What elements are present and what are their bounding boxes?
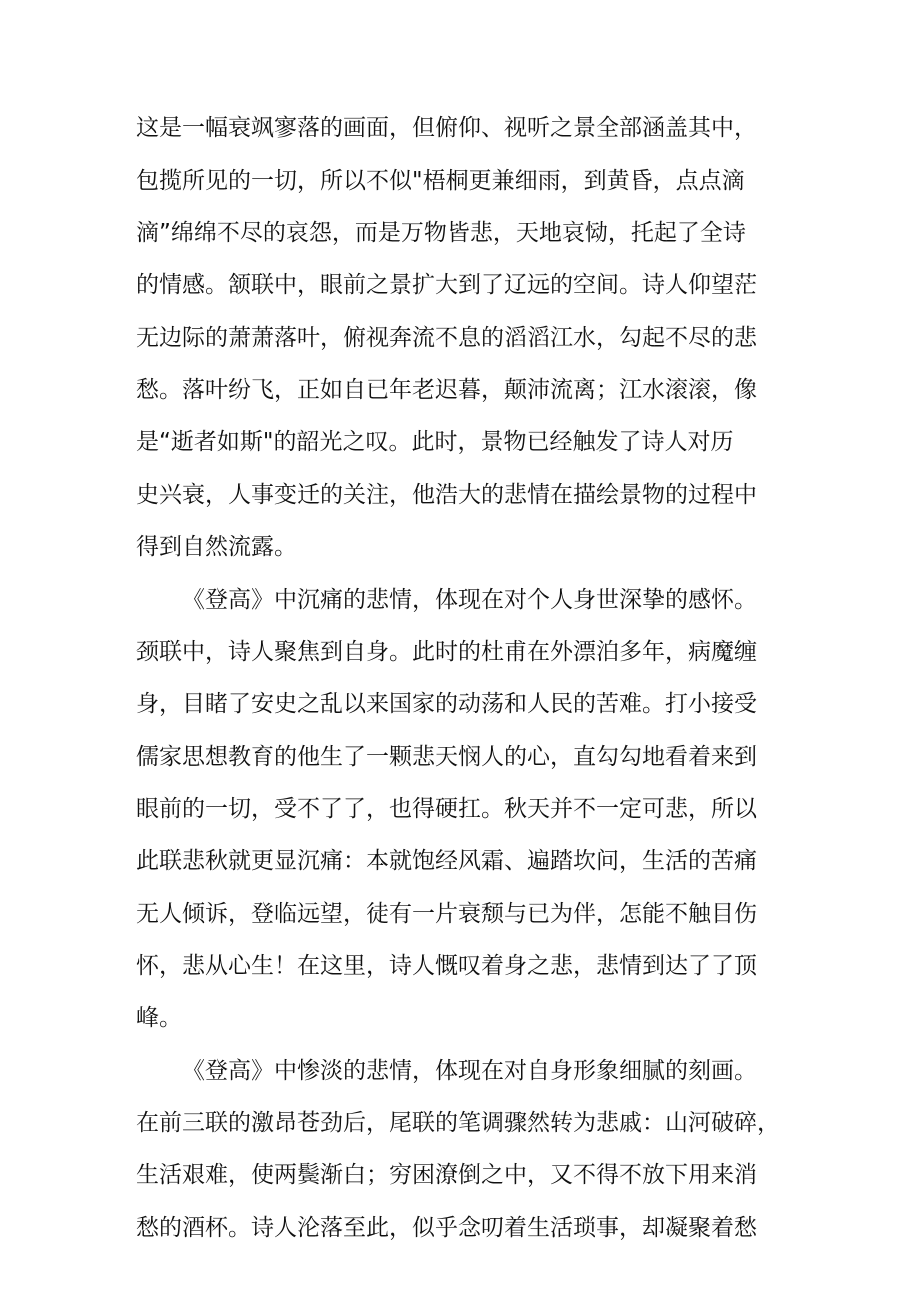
text-line: 史兴衰，人事变迁的关注，他浩大的悲情在描绘景物的过程中 xyxy=(136,482,757,508)
text-line: 包揽所见的一切，所以不似"梧桐更兼细雨，到黄昏，点点滴 xyxy=(136,168,745,194)
text-line: 生活艰难，使两鬓渐白；穷困潦倒之中，又不得不放下用来消 xyxy=(136,1162,757,1188)
text-line: 愁的酒杯。诗人沦落至此，似乎念叨着生活琐事，却凝聚着愁 xyxy=(136,1215,757,1241)
text-line: 此联悲秋就更显沉痛：本就饱经风霜、遍踏坎问，生活的苦痛 xyxy=(136,848,757,874)
text-line: 滴”绵绵不尽的哀怨，而是万物皆悲，天地哀恸，托起了全诗 xyxy=(136,220,746,246)
text-line: 这是一幅衰飒寥落的画面，但俯仰、视听之景全部涵盖其中， xyxy=(136,115,757,141)
text-line: 儒家思想教育的他生了一颗悲天悯人的心，直勾勾地看着来到 xyxy=(136,744,757,770)
text-line: 峰。 xyxy=(136,1005,182,1031)
text-line: 无边际的萧萧落叶，俯视奔流不息的滔滔江水，勾起不尽的悲 xyxy=(136,325,757,351)
text-line: 《登高》中沉痛的悲情，体现在对个人身世深挚的感怀。 xyxy=(182,587,757,613)
text-line: 身，目睹了安史之乱以来国家的动荡和人民的苦难。打小接受 xyxy=(136,691,757,717)
text-line: 在前三联的激昂苍劲后，尾联的笔调骤然转为悲戚：山河破碎， xyxy=(136,1110,780,1136)
text-line: 无人倾诉，登临远望，徒有一片衰颓与已为伴，怎能不触目伤 xyxy=(136,901,757,927)
text-line: 《登高》中惨淡的悲情，体现在对自身形象细腻的刻画。 xyxy=(182,1058,757,1084)
text-line: 愁。落叶纷飞，正如自已年老迟暮，颠沛流离；江水滚滚，像 xyxy=(136,377,757,403)
text-line: 是“逝者如斯"的韶光之叹。此时，景物已经触发了诗人对历 xyxy=(136,429,734,455)
text-line: 颈联中，诗人聚焦到自身。此时的杜甫在外漂泊多年，病魔缠 xyxy=(136,639,757,665)
text-line: 的情感。颔联中，眼前之景扩大到了辽远的空间。诗人仰望茫 xyxy=(136,272,757,298)
text-line: 眼前的一切，受不了了，也得硬扛。秋天并不一定可悲，所以 xyxy=(136,796,757,822)
text-line: 得到自然流露。 xyxy=(136,534,297,560)
text-line: 怀，悲从心生！在这里，诗人慨叹着身之悲，悲情到达了了顶 xyxy=(136,953,757,979)
